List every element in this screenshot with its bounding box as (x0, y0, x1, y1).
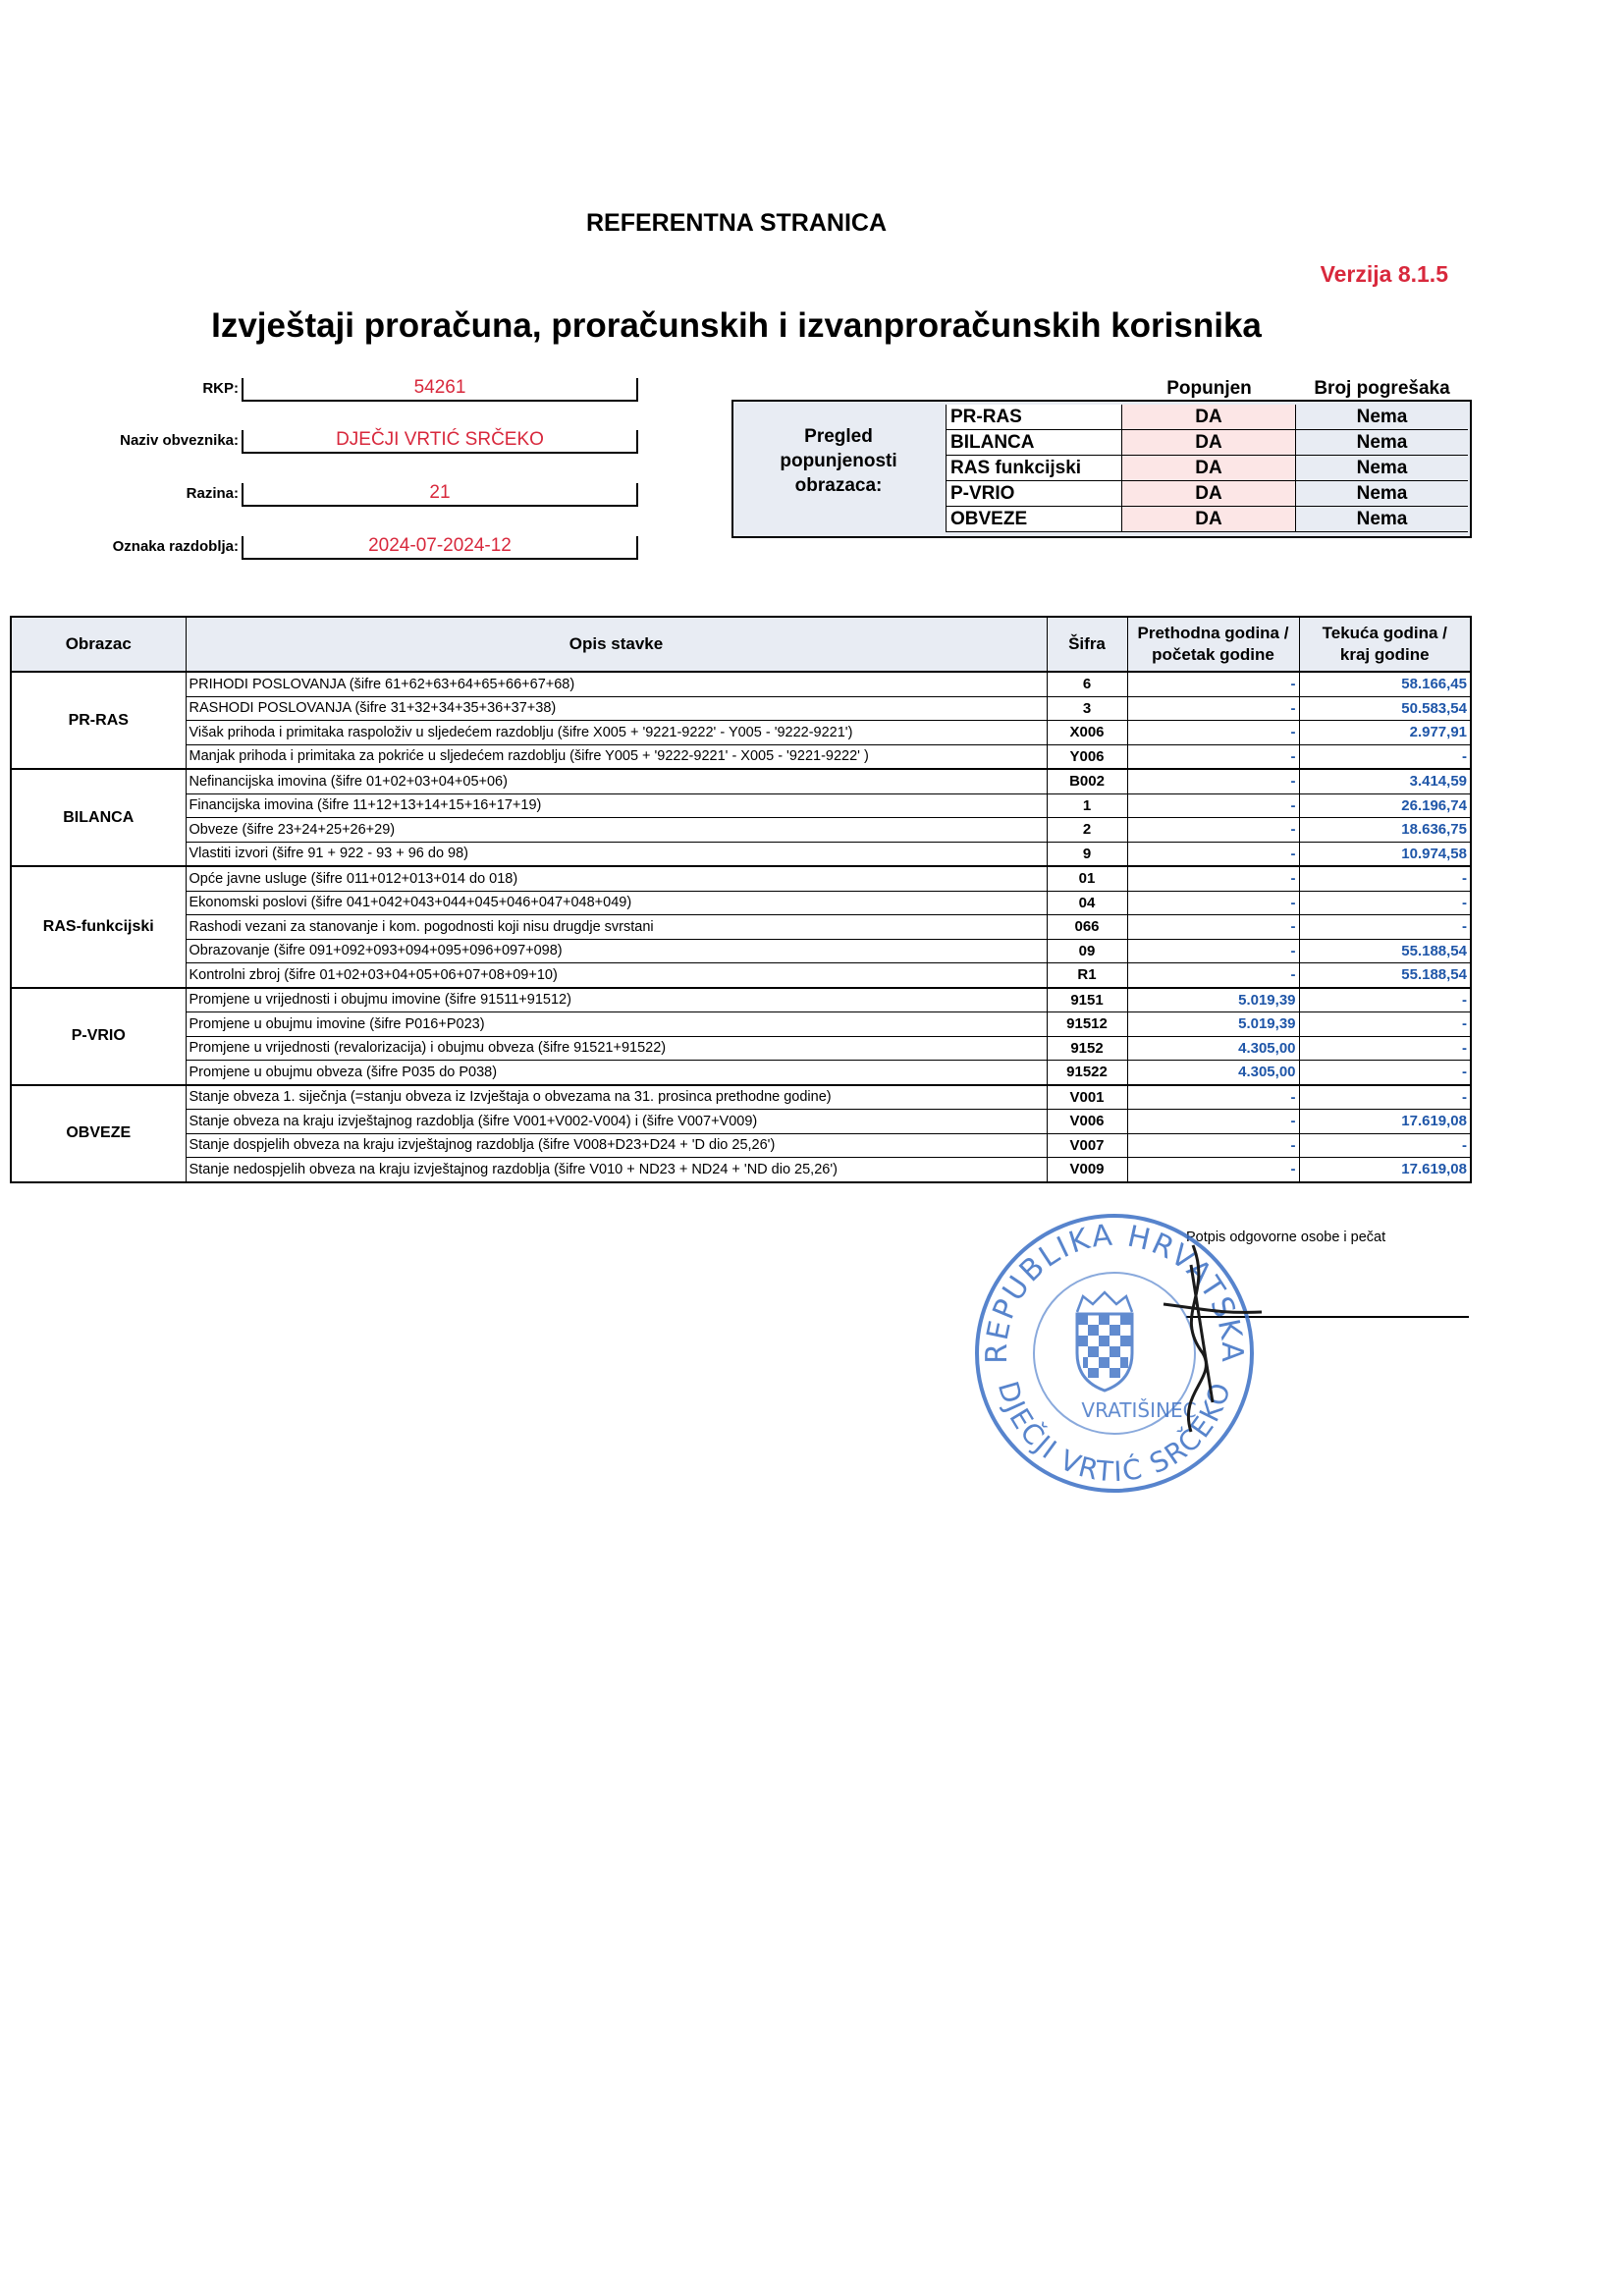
overview-label-line: Pregled (804, 426, 873, 447)
overview-name: OBVEZE (946, 507, 1122, 532)
cell-prethodna: - (1127, 696, 1299, 721)
cell-tekuca: - (1299, 866, 1471, 891)
table-row (11, 672, 1471, 696)
cell-opis: Opće javne usluge (šifre 011+012+013+014 do 018) (186, 866, 1047, 891)
stamp-bottom-text: DJEČJI VRTIĆ SRČEKO (991, 1377, 1238, 1489)
cell-opis: Promjene u obujmu imovine (šifre P016+P023) (186, 1012, 1047, 1037)
cell-sifra: 09 (1047, 939, 1127, 963)
table-row (11, 696, 1471, 721)
cell-prethodna: 4.305,00 (1127, 1036, 1299, 1061)
cell-sifra: Y006 (1047, 744, 1127, 769)
table-row (11, 793, 1471, 818)
cell-sifra: X006 (1047, 721, 1127, 745)
cell-opis: Promjene u obujmu obveza (šifre P035 do P038) (186, 1061, 1047, 1085)
cell-opis: Kontrolni zbroj (šifre 01+02+03+04+05+06+07+08+09+10) (186, 963, 1047, 988)
cell-tekuca: - (1299, 891, 1471, 915)
rkp-value: 54261 (242, 378, 638, 402)
table-row (11, 818, 1471, 843)
cell-prethodna: - (1127, 1158, 1299, 1182)
group-name: RAS-funkcijski (11, 866, 186, 988)
cell-prethodna: - (1127, 721, 1299, 745)
col-tekuca (1299, 617, 1471, 672)
cell-tekuca: 2.977,91 (1299, 721, 1471, 745)
cell-prethodna: - (1127, 963, 1299, 988)
cell-tekuca: 55.188,54 (1299, 963, 1471, 988)
col-prethodna (1127, 617, 1299, 672)
group-name: BILANCA (11, 769, 186, 866)
svg-text:REPUBLIKA HRVATSKA (980, 1219, 1249, 1364)
table-row (11, 963, 1471, 988)
cell-tekuca: 3.414,59 (1299, 769, 1471, 793)
col-tekuca-line2: kraj godine (1339, 645, 1430, 664)
cell-opis: Ekonomski poslovi (šifre 041+042+043+044+045+046+047+048+049) (186, 891, 1047, 915)
razina-value: 21 (242, 483, 638, 507)
cell-tekuca: - (1299, 1061, 1471, 1085)
official-stamp (967, 1206, 1262, 1501)
cell-tekuca: 55.188,54 (1299, 939, 1471, 963)
table-row (11, 891, 1471, 915)
overview-greske: Nema (1296, 507, 1468, 532)
table-row (11, 1012, 1471, 1037)
overview-greske: Nema (1296, 481, 1468, 507)
col-sifra: Šifra (1047, 617, 1127, 672)
table-row (11, 1158, 1471, 1182)
cell-prethodna: - (1127, 793, 1299, 818)
cell-sifra: V006 (1047, 1110, 1127, 1134)
cell-tekuca: - (1299, 915, 1471, 940)
cell-opis: Stanje nedospjelih obveza na kraju izvještajnog razdoblja (šifre V010 + ND23 + ND24 + 'ND dio 25,26') (186, 1158, 1047, 1182)
overview-col-greske: Broj pogrešaka (1314, 378, 1450, 399)
croatian-coat-of-arms-icon (1077, 1292, 1132, 1391)
document-title: Izvještaji proračuna, proračunskih i izvanproračunskih korisnika (211, 306, 1262, 345)
stamp-top-text: REPUBLIKA HRVATSKA (979, 1218, 1250, 1364)
table-row (11, 1133, 1471, 1158)
overview-col-popunjen: Popunjen (1166, 378, 1252, 399)
cell-opis: Višak prihoda i primitaka raspoloživ u sljedećem razdoblju (šifre X005 + '9221-9222' - Y005 - '9222-9221') (186, 721, 1047, 745)
cell-prethodna: - (1127, 891, 1299, 915)
overview-popunjen: DA (1122, 456, 1296, 481)
cell-prethodna: - (1127, 818, 1299, 843)
table-row (11, 866, 1471, 891)
cell-tekuca: - (1299, 1012, 1471, 1037)
cell-opis: Financijska imovina (šifre 11+12+13+14+15+16+17+19) (186, 793, 1047, 818)
overview-label-line: popunjenosti (780, 451, 897, 471)
cell-prethodna: - (1127, 769, 1299, 793)
overview-label-line: obrazaca: (794, 475, 883, 496)
cell-prethodna: - (1127, 915, 1299, 940)
cell-opis: RASHODI POSLOVANJA (šifre 31+32+34+35+36+37+38) (186, 696, 1047, 721)
cell-sifra: 04 (1047, 891, 1127, 915)
cell-sifra: 066 (1047, 915, 1127, 940)
cell-prethodna: - (1127, 672, 1299, 696)
cell-tekuca: 26.196,74 (1299, 793, 1471, 818)
cell-tekuca: 17.619,08 (1299, 1158, 1471, 1182)
overview-name: BILANCA (946, 430, 1122, 456)
overview-popunjen: DA (1122, 405, 1296, 430)
rkp-label: RKP: (202, 380, 239, 397)
cell-prethodna: - (1127, 866, 1299, 891)
overview-name: P-VRIO (946, 481, 1122, 507)
cell-prethodna: - (1127, 842, 1299, 866)
cell-opis: Obveze (šifre 23+24+25+26+29) (186, 818, 1047, 843)
version-label: Verzija 8.1.5 (1320, 261, 1448, 287)
cell-sifra: 1 (1047, 793, 1127, 818)
overview-name: PR-RAS (946, 405, 1122, 430)
cell-sifra: V001 (1047, 1085, 1127, 1110)
cell-tekuca: - (1299, 744, 1471, 769)
table-row (11, 915, 1471, 940)
naziv-label: Naziv obveznika: (120, 432, 239, 449)
table-row (11, 939, 1471, 963)
razdoblje-label: Oznaka razdoblja: (112, 538, 239, 555)
cell-sifra: 01 (1047, 866, 1127, 891)
overview-popunjen: DA (1122, 507, 1296, 532)
cell-sifra: 91522 (1047, 1061, 1127, 1085)
overview-label (731, 424, 946, 498)
cell-tekuca: 17.619,08 (1299, 1110, 1471, 1134)
overview-greske: Nema (1296, 456, 1468, 481)
group-name: PR-RAS (11, 672, 186, 769)
razdoblje-value: 2024-07-2024-12 (242, 536, 638, 560)
col-prethodna-line2: početak godine (1152, 645, 1274, 664)
cell-opis: Promjene u vrijednosti i obujmu imovine (šifre 91511+91512) (186, 988, 1047, 1012)
cell-opis: Stanje obveza na kraju izvještajnog razdoblja (šifre V001+V002-V004) i (šifre V007+V009) (186, 1110, 1047, 1134)
cell-sifra: 9 (1047, 842, 1127, 866)
cell-prethodna: - (1127, 939, 1299, 963)
cell-opis: PRIHODI POSLOVANJA (šifre 61+62+63+64+65+66+67+68) (186, 672, 1047, 696)
table-row (11, 1085, 1471, 1110)
cell-opis: Obrazovanje (šifre 091+092+093+094+095+096+097+098) (186, 939, 1047, 963)
overview-name: RAS funkcijski (946, 456, 1122, 481)
reference-page-title: REFERENTNA STRANICA (585, 209, 888, 237)
cell-tekuca: - (1299, 988, 1471, 1012)
razina-label: Razina: (186, 485, 239, 502)
col-opis: Opis stavke (186, 617, 1047, 672)
cell-tekuca: - (1299, 1085, 1471, 1110)
cell-opis: Vlastiti izvori (šifre 91 + 922 - 93 + 96 do 98) (186, 842, 1047, 866)
cell-prethodna: - (1127, 1133, 1299, 1158)
cell-sifra: 6 (1047, 672, 1127, 696)
table-row (11, 988, 1471, 1012)
cell-sifra: V009 (1047, 1158, 1127, 1182)
cell-sifra: B002 (1047, 769, 1127, 793)
group-name: OBVEZE (11, 1085, 186, 1182)
table-row (11, 1036, 1471, 1061)
cell-opis: Rashodi vezani za stanovanje i kom. pogodnosti koji nisu drugdje svrstani (186, 915, 1047, 940)
overview-popunjen: DA (1122, 481, 1296, 507)
cell-tekuca: - (1299, 1133, 1471, 1158)
overview-greske: Nema (1296, 430, 1468, 456)
cell-opis: Manjak prihoda i primitaka za pokriće u sljedećem razdoblju (šifre Y005 + '9222-9221' - X005 - '9221-9222' ) (186, 744, 1047, 769)
cell-opis: Nefinancijska imovina (šifre 01+02+03+04+05+06) (186, 769, 1047, 793)
cell-tekuca: - (1299, 1036, 1471, 1061)
table-row (11, 842, 1471, 866)
overview-greske: Nema (1296, 405, 1468, 430)
group-name: P-VRIO (11, 988, 186, 1085)
col-obrazac: Obrazac (11, 617, 186, 672)
cell-opis: Promjene u vrijednosti (revalorizacija) i obujmu obveza (šifre 91521+91522) (186, 1036, 1047, 1061)
cell-sifra: V007 (1047, 1133, 1127, 1158)
cell-opis: Stanje obveza 1. siječnja (=stanju obveza iz Izvještaja o obvezama na 31. prosinca prethodne godine) (186, 1085, 1047, 1110)
overview-popunjen: DA (1122, 430, 1296, 456)
summary-table (10, 616, 1472, 1183)
cell-prethodna: - (1127, 1085, 1299, 1110)
cell-sifra: R1 (1047, 963, 1127, 988)
cell-sifra: 9152 (1047, 1036, 1127, 1061)
cell-prethodna: 4.305,00 (1127, 1061, 1299, 1085)
cell-tekuca: 10.974,58 (1299, 842, 1471, 866)
signature-label: Potpis odgovorne osobe i pečat (1186, 1230, 1386, 1245)
table-body (11, 672, 1471, 1182)
cell-tekuca: 50.583,54 (1299, 696, 1471, 721)
table-row (11, 1110, 1471, 1134)
cell-sifra: 9151 (1047, 988, 1127, 1012)
cell-prethodna: - (1127, 744, 1299, 769)
table-header-row (11, 617, 1471, 672)
cell-sifra: 91512 (1047, 1012, 1127, 1037)
cell-sifra: 3 (1047, 696, 1127, 721)
table-row (11, 721, 1471, 745)
col-prethodna-line1: Prethodna godina / (1137, 624, 1289, 642)
table-row (11, 1061, 1471, 1085)
cell-prethodna: 5.019,39 (1127, 1012, 1299, 1037)
table-row (11, 744, 1471, 769)
col-tekuca-line1: Tekuća godina / (1322, 624, 1447, 642)
cell-tekuca: 18.636,75 (1299, 818, 1471, 843)
naziv-value: DJEČJI VRTIĆ SRČEKO (242, 430, 638, 454)
cell-prethodna: - (1127, 1110, 1299, 1134)
stamp-middle-text: VRATIŠINEC (1081, 1398, 1197, 1422)
cell-prethodna: 5.019,39 (1127, 988, 1299, 1012)
table-row (11, 769, 1471, 793)
cell-sifra: 2 (1047, 818, 1127, 843)
cell-opis: Stanje dospjelih obveza na kraju izvještajnog razdoblja (šifre V008+D23+D24 + 'D dio 25,26') (186, 1133, 1047, 1158)
cell-tekuca: 58.166,45 (1299, 672, 1471, 696)
